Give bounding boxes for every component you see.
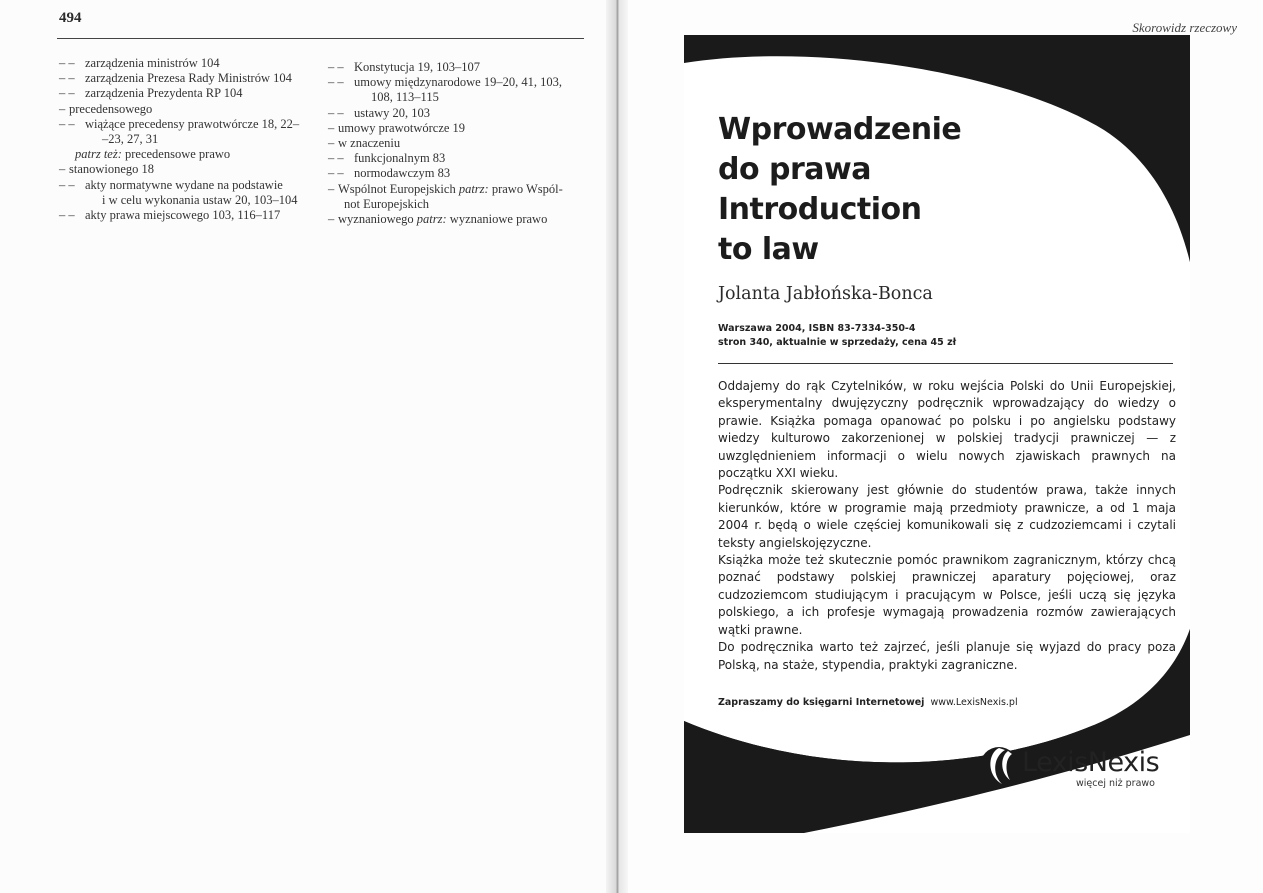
index-entry	[59, 162, 314, 177]
index-entry	[59, 193, 314, 208]
entry-text: Konstytucja 19, 103–107	[354, 60, 481, 74]
entry-text: wyznaniowego patrz: wyznaniowe prawo	[338, 212, 548, 227]
bookstore-invite	[718, 697, 1018, 708]
entry-dash: –	[328, 181, 335, 196]
entry-text: i w celu wykonania ustaw 20, 103–104	[102, 192, 298, 207]
index-entry	[59, 86, 314, 101]
index-entry	[328, 90, 584, 105]
title-line-4: to law	[718, 232, 819, 267]
entry-dash: – –	[59, 208, 75, 223]
entry-dash: –	[59, 162, 66, 177]
title-line-2: do prawa	[718, 152, 872, 187]
index-entry	[328, 212, 584, 227]
meta-line-1: Warszawa 2004, ISBN 83-7334-350-4	[718, 323, 916, 334]
entry-text: zarządzenia Prezydenta RP 104	[85, 86, 243, 101]
entry-text: patrz też: precedensowe prawo	[75, 147, 231, 162]
lexisnexis-logo	[978, 745, 1178, 795]
entry-dash: – –	[59, 56, 75, 70]
index-entry	[328, 136, 584, 151]
index-entry	[328, 106, 584, 121]
invite-text: Zapraszamy do księgarni Internetowej	[718, 697, 925, 708]
index-entry	[328, 60, 584, 75]
book-meta	[718, 322, 956, 350]
index-entry	[59, 117, 314, 132]
title-line-1: Wprowadzenie	[718, 112, 962, 147]
book-title	[718, 110, 961, 270]
lexisnexis-globe-icon	[978, 745, 1020, 787]
index-entry	[59, 208, 314, 223]
entry-dash: –	[328, 212, 335, 227]
entry-text: akty normatywne wydane na podstawie	[85, 177, 283, 192]
entry-dash: – –	[59, 116, 75, 131]
meta-line-2: stron 340, aktualnie w sprzedaży, cena 45 zł	[718, 337, 957, 348]
index-entry	[59, 102, 314, 117]
entry-text: wiążące precedensy prawotwórcze 18, 22–	[85, 116, 300, 131]
book-gutter	[606, 0, 628, 893]
entry-text: precedensowego	[69, 101, 153, 116]
index-entry	[59, 56, 314, 71]
title-line-3: Introduction	[718, 192, 922, 227]
ad-description	[718, 378, 1176, 674]
index-entry	[328, 151, 584, 166]
entry-text: stanowionego 18	[69, 162, 155, 177]
index-column-1	[59, 56, 314, 223]
description-paragraph-4: Do podręcznika warto też zajrzeć, jeśli planuje się wyjazd do pracy poza Polską, na staże, stypendia, praktyki zagraniczne.	[718, 640, 1176, 672]
description-paragraph-3: Książka może też skutecznie pomóc prawnikom zagranicznym, którzy chcą poznać podstawy polskiej prawniczej aparatury pojęciowej, oraz cudzoziemcom studiującym i pracującym w Polsce, jeśli uczą się języka polskiego, a ich profesje wymagają prowadzenia rozmów zawierających wątki prawne.	[718, 553, 1176, 637]
entry-dash: – –	[59, 71, 75, 86]
entry-text: umowy międzynarodowe 19–20, 41, 103,	[354, 75, 562, 90]
entry-text: umowy prawotwórcze 19	[338, 120, 466, 135]
index-entry	[328, 166, 584, 181]
entry-dash: – –	[328, 105, 344, 120]
ad-divider	[718, 363, 1173, 364]
entry-text: normodawczym 83	[354, 166, 451, 181]
entry-text: akty prawa miejscowego 103, 116–117	[85, 208, 281, 223]
index-entry	[59, 71, 314, 86]
entry-text: 108, 113–115	[371, 90, 439, 105]
running-head: Skorowidz rzeczowy	[1132, 20, 1237, 35]
index-entry	[59, 178, 314, 193]
index-column-2	[328, 60, 584, 227]
page-number: 494	[59, 10, 82, 26]
entry-dash: –	[328, 120, 335, 135]
entry-dash: –	[59, 101, 66, 116]
entry-text: zarządzenia ministrów 104	[85, 56, 220, 70]
entry-dash: – –	[59, 177, 75, 192]
entry-text: –23, 27, 31	[102, 132, 159, 147]
index-entry	[328, 197, 584, 212]
entry-dash: – –	[328, 75, 344, 90]
index-entry	[328, 121, 584, 136]
entry-cross-reference: patrz:	[458, 181, 489, 196]
index-entry	[328, 182, 584, 197]
entry-dash: – –	[328, 151, 344, 166]
book-author: Jolanta Jabłońska-Bonca	[718, 284, 933, 304]
description-paragraph-1: Oddajemy do rąk Czytelników, w roku wejścia Polski do Unii Europejskiej, eksperymentalny dwujęzyczny podręcznik wprowadzający do wiedzy o prawie. Książka pomaga opanować po polsku i po angielsku podstawy wiedzy kulturowo zakorzenionej w polskiej tradycji prawniczej — z uwzględnieniem informacji o wielu nowych zjawiskach prawnych na początku XXI wieku.	[718, 379, 1176, 481]
entry-see-also: patrz też:	[75, 147, 125, 162]
index-entry	[59, 132, 314, 147]
bookstore-link: www.LexisNexis.pl	[930, 697, 1018, 708]
logo-tagline: więcej niż prawo	[1076, 778, 1155, 789]
entry-text: w znaczeniu	[338, 136, 401, 151]
entry-text: zarządzenia Prezesa Rady Ministrów 104	[85, 71, 292, 86]
header-rule	[57, 38, 584, 39]
entry-text: ustawy 20, 103	[354, 105, 431, 120]
index-entry	[59, 147, 314, 162]
entry-dash: –	[328, 136, 335, 151]
index-entry	[328, 75, 584, 90]
entry-text: not Europejskich	[344, 196, 430, 211]
entry-dash: – –	[59, 86, 75, 101]
entry-dash: – –	[328, 60, 344, 74]
entry-cross-reference: patrz:	[416, 212, 447, 227]
entry-text: Wspólnot Europejskich patrz: prawo Wspól-	[338, 181, 563, 196]
entry-dash: – –	[328, 166, 344, 181]
logo-brand: LexisNexis	[1022, 747, 1160, 778]
entry-text: funkcjonalnym 83	[354, 151, 446, 166]
description-paragraph-2: Podręcznik skierowany jest głównie do studentów prawa, także innych kierunków, które w programie mają przedmioty prawnicze, a od 1 maja 2004 r. będą o wiele częściej komunikowali się z cudzoziemcami i czytali teksty angielskojęzyczne.	[718, 483, 1176, 550]
